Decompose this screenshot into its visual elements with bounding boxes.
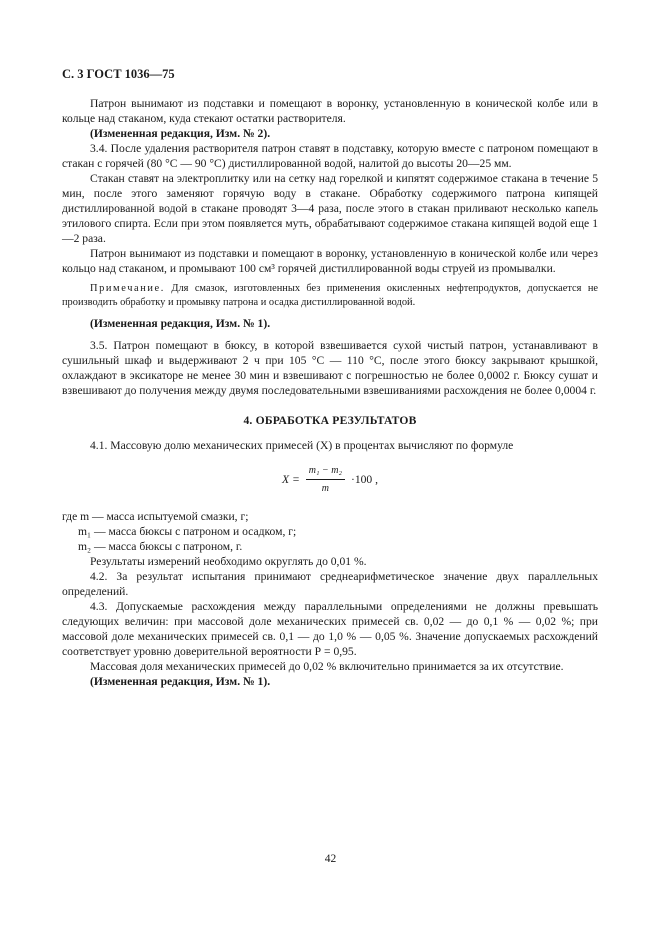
paragraph-4-2: 4.2. За результат испытания принимают среднеарифметическое значение двух параллельных определений. — [62, 570, 598, 598]
paragraph: Результаты измерений необходимо округлять до 0,01 %. — [90, 555, 367, 568]
paragraph-4-1: 4.1. Массовую долю механических примесей (X) в процентах вычисляют по формуле — [90, 439, 514, 452]
edit-note: (Измененная редакция, Изм. № 2). — [90, 127, 271, 140]
note-text: Для смазок, изготовленных без применения окисленных нефтепродуктов, допускается не производить обработку и промывку патрона и осадка дистиллированной водой. — [62, 283, 598, 308]
paragraph: Стакан ставят на электроплитку или на сетку над горелкой и кипятят содержимое стакана в течение 5 мин, после этого заменяют горячую воду в стакане. Обработку содержимого патрона кипящей дистиллированной водой в стакане проводят 3—4 раза, после этого в стакан приливают несколько капель этилового спирта. Если при этом появляется муть, обрабатывают содержимое стакана кипящей водой еще 1—2 раза. — [62, 172, 598, 245]
formula-lhs: X = — [281, 473, 300, 486]
note-label: Примечание. — [90, 283, 165, 294]
note — [62, 282, 598, 309]
formula-rhs: ·100 , — [350, 473, 379, 486]
section-title: 4. ОБРАБОТКА РЕЗУЛЬТАТОВ — [243, 414, 417, 427]
document-body — [62, 96, 598, 689]
paragraph: Массовая доля механических примесей до 0,02 % включительно принимается за их отсутствие. — [90, 660, 564, 673]
where-line: m₂ — масса бюксы с патроном, г. — [78, 540, 243, 553]
paragraph: Патрон вынимают из подставки и помещают в воронку, установленную в конической колбе или через кольцо над стаканом, и промывают 100 см³ горячей дистиллированной воды струей из промывалки. — [62, 247, 598, 275]
formula-numerator: m₁ − m₂ — [306, 463, 345, 480]
formula-fraction — [306, 463, 345, 496]
formula-denominator: m — [321, 483, 329, 494]
paragraph-3-4: 3.4. После удаления растворителя патрон ставят в подставку, которую вместе с патроном помещают в стакан с горячей (80 °С — 90 °С) дистиллированной водой, налитой до высоты 20—25 мм. — [62, 142, 598, 170]
page-number: 42 — [324, 853, 337, 865]
paragraph-4-3: 4.3. Допускаемые расхождения между параллельными определениями не должны превышать следующих величин: при массовой доле механических примесей св. 0,02 — до 0,1 % — 0,02 %; при массовой доле механических примесей св. 0,1 — до 1,0 % — 0,05 %. Значение допускаемых расхождений соответствует уровню доверительной вероятности Р = 0,95. — [62, 600, 598, 658]
where-line: m₁ — масса бюксы с патроном и осадком, г; — [78, 525, 297, 538]
edit-note: (Измененная редакция, Изм. № 1). — [90, 317, 271, 330]
where-line: где m — масса испытуемой смазки, г; — [62, 510, 249, 523]
edit-note: (Измененная редакция, Изм. № 1). — [90, 675, 271, 688]
page-header: С. 3 ГОСТ 1036—75 — [62, 67, 175, 81]
formula — [62, 463, 598, 503]
paragraph: Патрон вынимают из подставки и помещают в воронку, установленную в конической колбе или в кольце над стаканом, куда стекают остатки растворителя. — [62, 97, 598, 125]
paragraph-3-5: 3.5. Патрон помещают в бюксу, в которой взвешивается сухой чистый патрон, устанавливают в сушильный шкаф и выдерживают 2 ч при 105 °С — 110 °С, после этого бюксу закрывают крышкой, охлаждают в эксикаторе не менее 30 мин и взвешивают с погрешностью не более 0,0002 г. Бюксу сушат и взвешивают до получения между двумя последовательными взвешиваниями расхождения не более 0,0004 г. — [62, 339, 598, 397]
